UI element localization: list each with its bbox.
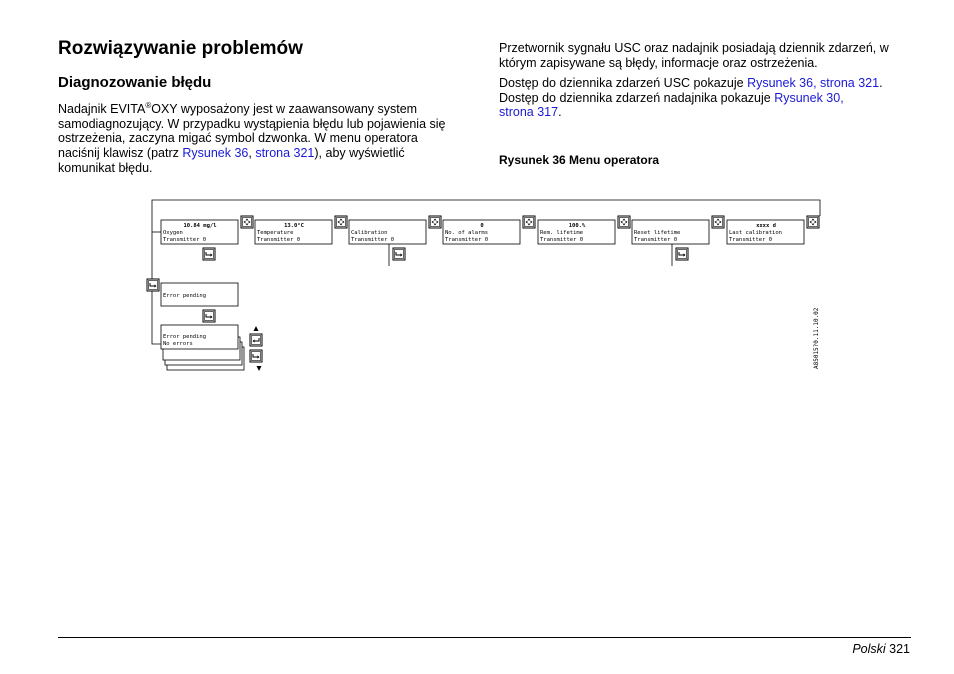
enter-key-icon — [393, 248, 405, 260]
text-run: . — [879, 76, 883, 90]
figure-code: A85015?0.11.10.02 — [813, 307, 820, 369]
text-run: Nadajnik EVITA — [58, 102, 146, 117]
text-run: ), aby wyświetlić komunikat błędu. — [58, 145, 405, 175]
enter-key-icon — [250, 350, 262, 362]
screen-error-pending — [161, 283, 238, 306]
screen-temperature-line1: Temperature — [257, 230, 294, 236]
down-arrow-icon — [257, 366, 262, 371]
navigation-keypad-icon — [618, 216, 630, 228]
navigation-keypad-icon — [335, 216, 347, 228]
text-run: , — [248, 145, 256, 160]
screen-alarms — [443, 220, 520, 244]
figure-caption: Rysunek 36 Menu operatora — [499, 153, 660, 167]
text-run: OXY wyposażony jest w zaawansowany system samodiagnozujący. W przypadku wystąpienia błędu lub pojawienia się ostrzeżenia, zaczyna migać symbol dzwonka. W menu operatora naciśnij klawisz (patrz — [58, 102, 446, 160]
stack-line-2: No errors — [163, 341, 193, 347]
link-figure-30[interactable]: Rysunek 30, — [774, 90, 844, 105]
stack-line-1: Error pending — [163, 334, 207, 340]
enter-key-icon — [203, 248, 215, 260]
screen-last-calibration — [727, 220, 804, 244]
screen-last-cal-value: xxxx d — [756, 223, 776, 229]
screen-reset-lifetime — [632, 220, 709, 244]
screen-error-pending-text: Error pending — [163, 293, 207, 299]
screen-temperature-value: 13.0°C — [284, 223, 304, 229]
enter-key-icon — [676, 248, 688, 260]
screen-alarms-line1: No. of alarms — [445, 230, 489, 236]
screen-lifetime-line1: Rem. lifetime — [540, 230, 584, 236]
text-run: . — [558, 105, 562, 120]
link-figure-36-page-321[interactable]: Rysunek 36, strona 321 — [747, 76, 880, 90]
back-key-icon — [250, 334, 262, 346]
navigation-keypad-icon — [241, 216, 253, 228]
screen-lifetime-line2: Transmitter 0 — [540, 237, 584, 243]
section-title: Diagnozowanie błędu — [58, 74, 212, 91]
screen-reset-line1: Reset lifetime — [634, 230, 681, 236]
link-page-321[interactable]: strona 321 — [255, 145, 315, 160]
up-arrow-icon — [254, 326, 259, 331]
screen-temperature-line2: Transmitter 0 — [257, 237, 301, 243]
screen-calibration-line2: Transmitter 0 — [351, 237, 395, 243]
footer-language: Polski — [852, 642, 886, 656]
right-paragraph-1: Przetwornik sygnału USC oraz nadajnik posiadają dziennik zdarzeń, w którym zapisywane są błędy, informacje oraz ostrzeżenia. — [499, 41, 889, 70]
screen-last-cal-line2: Transmitter 0 — [729, 237, 773, 243]
page-number: 321 — [889, 642, 910, 656]
navigation-keypad-icon — [523, 216, 535, 228]
navigation-keypad-icon — [807, 216, 819, 228]
screen-oxygen-value: 10.84 mg/l — [183, 223, 217, 229]
screen-temperature — [255, 220, 332, 244]
screen-last-cal-line1: Last calibration — [729, 230, 782, 236]
link-page-317[interactable]: strona 317 — [499, 105, 559, 120]
enter-key-icon — [147, 279, 159, 291]
error-screen-stack — [161, 325, 244, 370]
screen-calibration-line1: Calibration — [351, 230, 388, 236]
screen-lifetime — [538, 220, 615, 244]
screen-alarms-line2: Transmitter 0 — [445, 237, 489, 243]
link-figure-36[interactable]: Rysunek 36 — [182, 145, 249, 160]
footer-divider — [58, 637, 911, 638]
screen-lifetime-value: 100.% — [568, 223, 586, 229]
page-footer — [852, 642, 910, 656]
screen-calibration — [349, 220, 426, 244]
enter-key-icon — [203, 310, 215, 322]
text-run: Dostęp do dziennika zdarzeń USC pokazuje — [499, 76, 748, 90]
screen-oxygen — [161, 220, 238, 244]
screen-oxygen-line2: Transmitter 0 — [163, 237, 207, 243]
page-title: Rozwiązywanie problemów — [58, 38, 303, 59]
text-run: Dostęp do dziennika zdarzeń nadajnika pokazuje — [499, 90, 775, 105]
screen-oxygen-line1: Oxygen — [163, 230, 183, 236]
navigation-keypad-icon — [429, 216, 441, 228]
registered-mark: ® — [145, 101, 152, 110]
screen-alarms-value: 0 — [480, 223, 484, 229]
navigation-keypad-icon — [712, 216, 724, 228]
screen-reset-line2: Transmitter 0 — [634, 237, 678, 243]
